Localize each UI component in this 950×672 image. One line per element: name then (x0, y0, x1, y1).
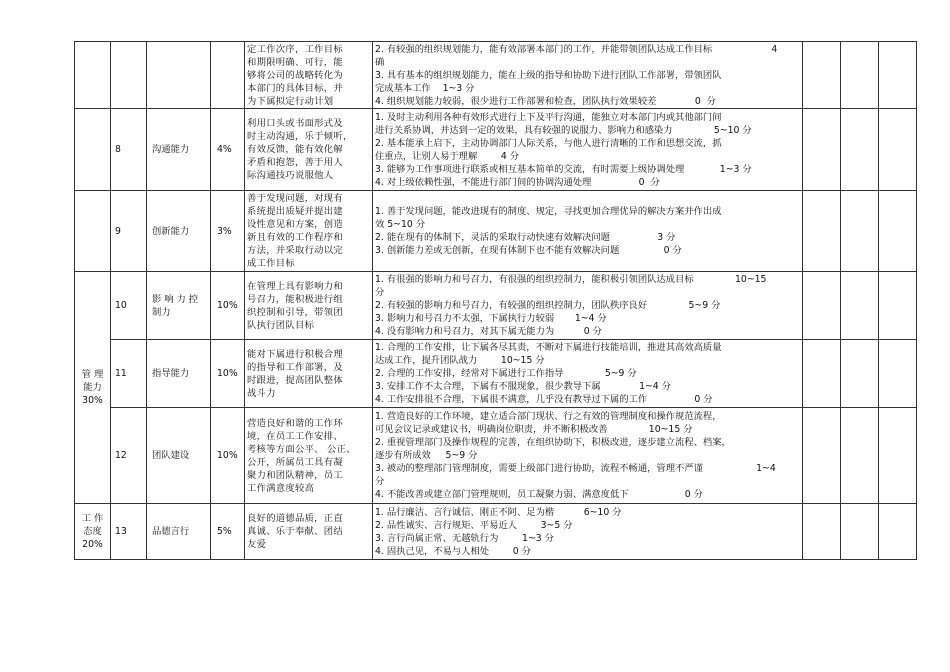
evaluation-table (74, 41, 917, 560)
description-line: 矛盾和抱怨，善于用人 (247, 157, 343, 168)
description-line: 系统提出质疑并提出建 (247, 206, 343, 217)
description-line: 为下属拟定行动计划 (247, 95, 334, 107)
scoring-line: 逐步有所成效 5~9 分 (375, 450, 478, 461)
score-cell (841, 272, 879, 340)
description-line: 织控制和引导，带领团 (247, 306, 343, 318)
description-line: 能对下属进行积极合理 (247, 348, 343, 360)
item-weight: 10% (211, 272, 245, 340)
item-scoring-standard (373, 272, 803, 340)
score-cell (803, 272, 841, 340)
item-description (245, 272, 373, 340)
category-cell (75, 109, 111, 191)
item-name: 品德言行 (147, 504, 211, 560)
category-cell (75, 191, 111, 272)
item-description (245, 109, 373, 191)
scoring-line: 3. 能够为工作事项进行联系或相互基本简单的交流，有时需要上级协调处理 1~3 分 (375, 163, 752, 175)
scoring-line: 1. 有很强的影响力和号召力，有很强的组织控制力，能积极引领团队达成目标 10~15 (375, 274, 767, 285)
item-scoring-standard (373, 191, 803, 272)
scoring-line: 4. 固执己见，不易与人相处 0 分 (375, 545, 531, 557)
item-number: 12 (111, 408, 147, 504)
item-name: 影 响 力 控 制力 (147, 272, 211, 340)
category-attitude: 工 作 态度 20% (75, 504, 111, 560)
item-number: 9 (111, 191, 147, 272)
scoring-line: 1. 善于发现问题，能改进现有的制度、规定，寻找更加合理优异的解决方案并作出成 (375, 206, 722, 217)
score-cell (879, 504, 917, 560)
item-number (111, 42, 147, 109)
item-name: 创新能力 (147, 191, 211, 272)
table-row (75, 42, 917, 109)
score-cell (841, 340, 879, 408)
score-cell (879, 340, 917, 408)
table-row (75, 272, 917, 340)
table-row (75, 408, 917, 504)
scoring-line: 4. 组织规划能力较弱，很少进行工作部署和检查，团队执行效果较差 0 分 (375, 95, 716, 107)
description-line: 善于发现问题，对现有 (247, 193, 343, 204)
scoring-line: 进行关系协调，并达到一定的效果，具有较强的说服力、影响力和感染力 5~10 分 (375, 124, 752, 136)
description-line: 友爱 (247, 539, 267, 550)
item-weight (211, 42, 245, 109)
scoring-line: 2. 合理的工作安排，经常对下属进行工作指导 5~9 分 (375, 368, 637, 379)
description-line: 利用口头或书面形式及 (247, 118, 343, 129)
description-line: 在管理上具有影响力和 (247, 280, 343, 292)
item-weight: 4% (211, 109, 245, 191)
score-cell (879, 191, 917, 272)
scoring-line: 2. 重视管理部门及操作规程的完善，在组织协助下，积极改进，逐步建立流程、档案， (375, 437, 731, 448)
table-row (75, 109, 917, 191)
item-description (245, 340, 373, 408)
item-weight: 3% (211, 191, 245, 272)
item-weight: 10% (211, 340, 245, 408)
item-description (245, 408, 373, 504)
scoring-line: 确 (375, 56, 385, 68)
description-line: 公开，所属员工具有凝 (247, 456, 343, 468)
scoring-line: 4. 对上级依赖性强，不能进行部门间的协调沟通处理 0 分 (375, 176, 660, 188)
scoring-line: 2. 基本能承上启下，主动协调部门人际关系，与他人进行清晰的工作和思想交流，抓 (375, 137, 722, 149)
scoring-line: 3. 安排工作不太合理，下属有不服现象，很少教导下属 1~4 分 (375, 381, 671, 392)
scoring-line: 1. 品行廉洁、言行诚信、刚正不阿、足为楷 6~10 分 (375, 506, 622, 518)
scoring-line: 分 (375, 287, 385, 298)
item-number: 11 (111, 340, 147, 408)
scoring-line: 1. 及时主动利用各种有效形式进行上下及平行沟通，能独立对本部门内或其他部门间 (375, 111, 722, 123)
description-line: 新且有效的工作程序和 (247, 232, 343, 243)
description-line: 的指导和工作部署，及 (247, 361, 343, 373)
score-cell (841, 109, 879, 191)
description-line: 和期限明确、可行，能 (247, 56, 343, 68)
scoring-line: 3. 言行尚属正常、无越轨行为 1~3 分 (375, 532, 554, 544)
description-line: 定工作次序，工作目标 (247, 43, 343, 55)
item-description (245, 42, 373, 109)
item-scoring-standard (373, 504, 803, 560)
scoring-line: 1. 营造良好的工作环境，建立适合部门现状、行之有效的管理制度和操作规范流程， (375, 411, 722, 422)
description-line: 时主动沟通，乐于倾听， (247, 131, 353, 142)
description-line: 队执行团队目标 (247, 319, 315, 331)
table-row (75, 191, 917, 272)
description-line: 工作满意度较高 (247, 482, 315, 494)
item-number: 13 (111, 504, 147, 560)
description-line: 设性意见和方案，创造 (247, 219, 343, 230)
description-line: 够将公司的战略转化为 (247, 69, 343, 81)
item-description (245, 504, 373, 560)
score-cell (803, 340, 841, 408)
scoring-line: 3. 具有基本的组织规划能力，能在上级的指导和协助下进行团队工作部署，带领团队 (375, 69, 722, 81)
score-cell (803, 408, 841, 504)
description-line: 本部门的具体目标，并 (247, 82, 343, 94)
category-cell (75, 42, 111, 109)
description-line: 际沟通技巧说服他人 (247, 170, 334, 181)
category-management: 管 理 能力 30% (75, 272, 111, 504)
scoring-line: 2. 有较强的影响力和号召力，有较强的组织控制力，团队秩序良好 5~9 分 (375, 300, 721, 311)
scoring-line: 2. 有较强的组织规划能力，能有效部署本部门的工作，并能带领团队达成工作目标 4 (375, 43, 778, 55)
description-line: 战斗力 (247, 387, 276, 399)
item-scoring-standard (373, 109, 803, 191)
score-cell (879, 272, 917, 340)
score-cell (841, 408, 879, 504)
score-cell (803, 42, 841, 109)
item-weight: 5% (211, 504, 245, 560)
score-cell (879, 408, 917, 504)
item-number: 10 (111, 272, 147, 340)
score-cell (803, 109, 841, 191)
score-cell (841, 42, 879, 109)
scoring-line: 3. 被动的整理部门管理制度，需要上级部门进行协助，流程不畅通，管理不严谨 1~4 (375, 463, 776, 474)
scoring-line: 完成基本工作 1~3 分 (375, 82, 475, 94)
item-name: 团队建设 (147, 408, 211, 504)
scoring-line: 分 (375, 476, 385, 487)
score-cell (879, 42, 917, 109)
description-line: 良好的道德品质，正直 (247, 513, 343, 524)
item-scoring-standard (373, 42, 803, 109)
scoring-line: 3. 创新能力差或无创新，在现有体制下也不能有效解决问题 0 分 (375, 245, 682, 256)
score-cell (841, 504, 879, 560)
item-weight: 10% (211, 408, 245, 504)
scoring-line: 可见会议记录或建议书，明确岗位职责，并不断积极改善 10~15 分 (375, 424, 693, 435)
description-line: 成工作目标 (247, 258, 295, 269)
item-name: 指导能力 (147, 340, 211, 408)
scoring-line: 4. 工作安排很不合理，下属很不满意，几乎没有教导过下属的工作 0 分 (375, 394, 713, 405)
description-line: 时跟进，提高团队整体 (247, 374, 343, 386)
scoring-line: 住重点，让别人易于理解 4 分 (375, 150, 520, 162)
description-line: 境，在员工工作安排、 (247, 430, 343, 442)
item-description (245, 191, 373, 272)
description-line: 方法，并采取行动以完 (247, 245, 343, 256)
scoring-line: 2. 品性诚实、言行规矩、平易近人 3~5 分 (375, 519, 573, 531)
table-row (75, 340, 917, 408)
score-cell (803, 504, 841, 560)
description-line: 有效反馈，能有效化解 (247, 144, 343, 155)
description-line: 号召力，能积极进行组 (247, 293, 343, 305)
item-name (147, 42, 211, 109)
description-line: 考核等方面公平、 公正、 (247, 443, 356, 455)
description-line: 营造良好和谐的工作环 (247, 417, 343, 429)
scoring-line: 4. 不能改善或建立部门管理规则，员工凝聚力弱、满意度低下 0 分 (375, 489, 703, 500)
score-cell (841, 191, 879, 272)
item-scoring-standard (373, 340, 803, 408)
scoring-line: 3. 影响力和号召力不太强，下属执行力较弱 1~4 分 (375, 313, 607, 324)
item-scoring-standard (373, 408, 803, 504)
table-row (75, 504, 917, 560)
item-name: 沟通能力 (147, 109, 211, 191)
description-line: 真诚、乐于奉献、团结 (247, 526, 343, 537)
score-cell (803, 191, 841, 272)
scoring-line: 1. 合理的工作安排，让下属各尽其责，不断对下属进行技能培训，推进其高效高质量 (375, 342, 722, 353)
scoring-line: 2. 能在现有的体制下，灵活的采取行动快速有效解决问题 3 分 (375, 232, 676, 243)
scoring-line: 达成工作，提升团队战力 10~15 分 (375, 355, 545, 366)
item-number: 8 (111, 109, 147, 191)
description-line: 聚力和团队精神，员工 (247, 469, 343, 481)
scoring-line: 效 5~10 分 (375, 219, 426, 230)
scoring-line: 4. 没有影响力和号召力，对其下属无能力为 0 分 (375, 326, 602, 337)
score-cell (879, 109, 917, 191)
